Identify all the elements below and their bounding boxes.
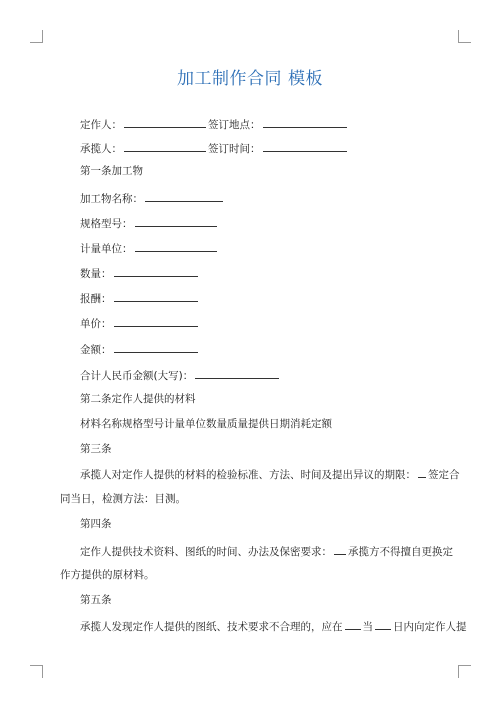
material-header: 材料名称规格型号计量单位数量质量提供日期消耗定额 <box>80 418 332 430</box>
article4-line1 <box>80 543 453 559</box>
total-rmb-label: 合计人民币金额(大写)： <box>80 370 194 382</box>
contractor-blank[interactable] <box>124 140 206 152</box>
article4-text-a: 定作人提供技术资料、图纸的时间、办法及保密要求： <box>80 546 332 558</box>
amount-label: 金额： <box>80 344 112 356</box>
article4-line2: 作方提供的原材料。 <box>60 569 155 581</box>
quantity-line <box>80 265 200 281</box>
article4-text-b: 承揽方不得擅自更换定 <box>348 546 453 558</box>
sign-place-blank[interactable] <box>263 116 347 128</box>
quantity-label: 数量： <box>80 268 112 280</box>
amount-blank[interactable] <box>114 341 198 353</box>
spec-line <box>80 215 219 231</box>
corner-mark-top-right <box>458 30 471 43</box>
total-rmb-blank[interactable] <box>195 367 279 379</box>
unit-price-blank[interactable] <box>114 315 198 327</box>
article5-text-b: 当 <box>362 621 373 633</box>
article5-heading: 第五条 <box>80 594 112 606</box>
article3-text-a: 承揽人对定作人提供的材料的检验标准、方法、时间及提出异议的期限： <box>80 469 416 481</box>
spec-label: 规格型号： <box>80 218 133 230</box>
article5-text-a: 承揽人发现定作人提供的图纸、技术要求不合理的，应在 <box>80 621 343 633</box>
article4-blank[interactable] <box>334 543 346 555</box>
document-title: 加工制作合同 模板 <box>177 69 323 89</box>
article3-line2: 同当日，检测方法：目测。 <box>60 493 186 505</box>
article2-heading: 第二条定作人提供的材料 <box>80 393 196 405</box>
quantity-blank[interactable] <box>114 265 198 277</box>
article5-blank-1[interactable] <box>345 618 361 630</box>
item-name-line <box>80 190 225 206</box>
remuneration-label: 报酬： <box>80 293 112 305</box>
unit-price-label: 单价： <box>80 318 112 330</box>
article3-line1 <box>80 466 460 482</box>
unit-price-line <box>80 315 200 331</box>
article5-line1 <box>80 618 467 634</box>
article4-heading: 第四条 <box>80 518 112 530</box>
corner-mark-bottom-left <box>30 665 43 678</box>
sign-time-blank[interactable] <box>263 140 347 152</box>
sign-place-label: 签订地点： <box>208 119 261 131</box>
customer-blank[interactable] <box>124 116 206 128</box>
contractor-line <box>80 140 349 156</box>
contractor-label: 承揽人： <box>80 143 122 155</box>
amount-line <box>80 341 200 357</box>
unit-blank[interactable] <box>135 240 217 252</box>
remuneration-blank[interactable] <box>114 290 198 302</box>
total-rmb-line <box>80 367 281 383</box>
article3-blank[interactable] <box>418 466 426 478</box>
spec-blank[interactable] <box>135 215 217 227</box>
article5-text-c: 日内向定作人提 <box>393 621 467 633</box>
article3-heading: 第三条 <box>80 443 112 455</box>
customer-label: 定作人： <box>80 119 122 131</box>
sign-time-label: 签订时间： <box>208 143 261 155</box>
corner-mark-top-left <box>30 30 43 43</box>
unit-label: 计量单位： <box>80 243 133 255</box>
customer-line <box>80 116 349 132</box>
unit-line <box>80 240 219 256</box>
article5-blank-2[interactable] <box>375 618 391 630</box>
item-name-label: 加工物名称： <box>80 193 143 205</box>
remuneration-line <box>80 290 200 306</box>
article3-text-b: 签定合 <box>428 469 460 481</box>
item-name-blank[interactable] <box>145 190 223 202</box>
corner-mark-bottom-right <box>458 665 471 678</box>
article1-heading: 第一条加工物 <box>80 165 143 177</box>
